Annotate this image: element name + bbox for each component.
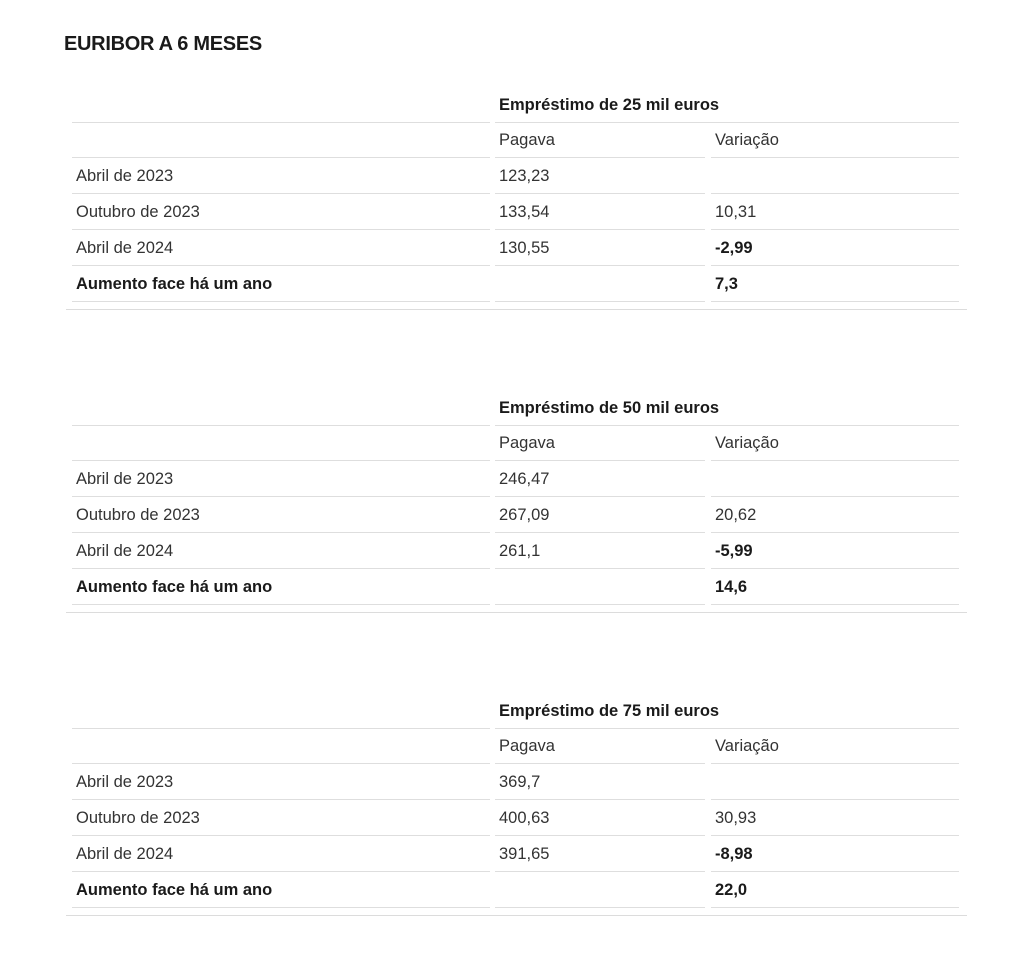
table-heading: Empréstimo de 50 mil euros <box>495 391 959 426</box>
total-label: Aumento face há um ano <box>72 267 490 302</box>
table-column-header-row <box>66 426 967 462</box>
total-label: Aumento face há um ano <box>72 873 490 908</box>
total-pagava <box>495 267 705 302</box>
row-variacao <box>711 462 959 497</box>
row-pagava: 123,23 <box>495 159 705 194</box>
row-label: Abril de 2023 <box>72 159 490 194</box>
table-bottom-border <box>66 915 967 916</box>
table-bottom-border <box>66 309 967 310</box>
column-header-pagava: Pagava <box>495 729 705 764</box>
table-heading-empty <box>72 391 490 426</box>
table-heading-row <box>66 391 967 426</box>
column-header-label <box>72 123 490 158</box>
total-pagava <box>495 570 705 605</box>
column-header-label <box>72 426 490 461</box>
row-label: Abril de 2024 <box>72 837 490 872</box>
row-pagava: 261,1 <box>495 534 705 569</box>
row-variacao: -2,99 <box>711 231 959 266</box>
row-pagava: 133,54 <box>495 195 705 230</box>
table-row <box>66 231 967 267</box>
row-pagava: 400,63 <box>495 801 705 836</box>
row-pagava: 369,7 <box>495 765 705 800</box>
table-heading: Empréstimo de 25 mil euros <box>495 88 959 123</box>
loan-table-25k <box>66 88 967 303</box>
table-row <box>66 159 967 195</box>
total-label: Aumento face há um ano <box>72 570 490 605</box>
row-pagava: 130,55 <box>495 231 705 266</box>
row-label: Outubro de 2023 <box>72 195 490 230</box>
table-row <box>66 837 967 873</box>
row-pagava: 246,47 <box>495 462 705 497</box>
table-heading-empty <box>72 88 490 123</box>
total-variacao: 7,3 <box>711 267 959 302</box>
row-label: Abril de 2023 <box>72 462 490 497</box>
column-header-variacao: Variação <box>711 729 959 764</box>
row-variacao: -8,98 <box>711 837 959 872</box>
column-header-variacao: Variação <box>711 123 959 158</box>
total-variacao: 14,6 <box>711 570 959 605</box>
row-pagava: 267,09 <box>495 498 705 533</box>
page-title: EURIBOR A 6 MESES <box>64 33 262 55</box>
table-total-row <box>66 570 967 606</box>
table-row <box>66 462 967 498</box>
column-header-label <box>72 729 490 764</box>
table-column-header-row <box>66 123 967 159</box>
row-variacao: 10,31 <box>711 195 959 230</box>
row-variacao <box>711 159 959 194</box>
row-pagava: 391,65 <box>495 837 705 872</box>
table-heading: Empréstimo de 75 mil euros <box>495 694 959 729</box>
table-bottom-border <box>66 612 967 613</box>
loan-table-50k <box>66 391 967 606</box>
column-header-pagava: Pagava <box>495 426 705 461</box>
table-heading-row <box>66 694 967 729</box>
row-label: Outubro de 2023 <box>72 801 490 836</box>
row-label: Abril de 2024 <box>72 231 490 266</box>
table-row <box>66 498 967 534</box>
table-column-header-row <box>66 729 967 765</box>
loan-table-75k <box>66 694 967 909</box>
table-row <box>66 801 967 837</box>
row-label: Outubro de 2023 <box>72 498 490 533</box>
table-row <box>66 195 967 231</box>
row-variacao <box>711 765 959 800</box>
column-header-pagava: Pagava <box>495 123 705 158</box>
row-label: Abril de 2024 <box>72 534 490 569</box>
total-variacao: 22,0 <box>711 873 959 908</box>
row-label: Abril de 2023 <box>72 765 490 800</box>
table-heading-empty <box>72 694 490 729</box>
table-row <box>66 534 967 570</box>
table-row <box>66 765 967 801</box>
row-variacao: 20,62 <box>711 498 959 533</box>
row-variacao: 30,93 <box>711 801 959 836</box>
column-header-variacao: Variação <box>711 426 959 461</box>
table-total-row <box>66 873 967 909</box>
row-variacao: -5,99 <box>711 534 959 569</box>
table-heading-row <box>66 88 967 123</box>
table-total-row <box>66 267 967 303</box>
total-pagava <box>495 873 705 908</box>
